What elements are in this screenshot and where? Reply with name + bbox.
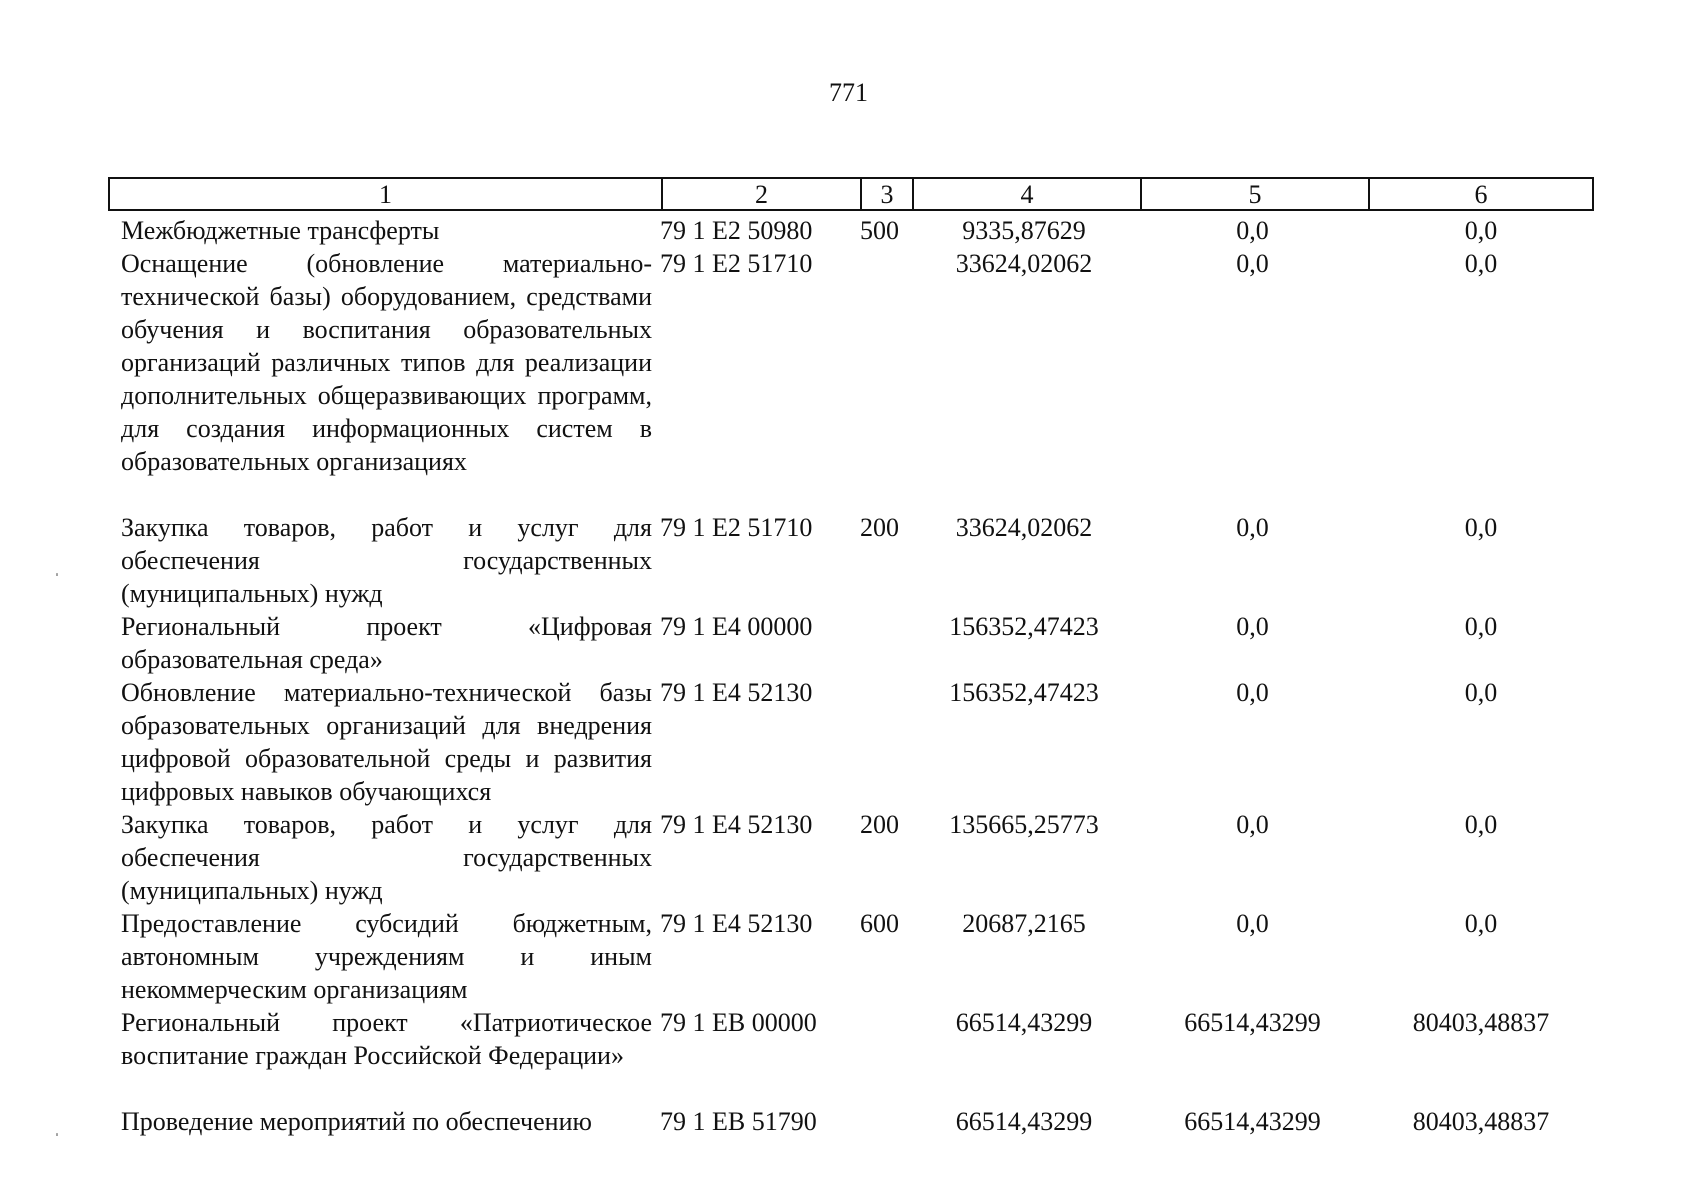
row-col6: 0,0 (1464, 678, 1498, 707)
row-col5: 0,0 (1236, 909, 1269, 938)
row-name: Закупка товаров, работ и услуг для обеспечения государственных (муниципальных) нужд (121, 513, 652, 608)
row-col6: 0,0 (1464, 909, 1498, 938)
row-code: 79 1 E2 51710 (660, 249, 813, 278)
row-col5: 0,0 (1236, 810, 1269, 839)
row-name: Предоставление субсидий бюджетным, автономным учреждениям и иным некоммерческим организациям (121, 909, 652, 1004)
row-name: Региональный проект «Цифровая образовательная среда» (121, 612, 652, 674)
table-header (108, 177, 1594, 211)
row-col4: 66514,43299 (955, 1008, 1093, 1037)
row-col4: 66514,43299 (955, 1107, 1093, 1136)
row-code: 79 1 E2 50980 (660, 216, 813, 245)
row-vr: 200 (860, 810, 899, 839)
scan-mark: ˌ (54, 556, 60, 576)
row-col4: 156352,47423 (949, 678, 1099, 707)
page-number: 771 (829, 78, 868, 107)
row-name: Оснащение (обновление материально-технической базы) оборудованием, средствами обучения и воспитания образовательных организаций различных типов для реализации дополнительных общеразвивающих программ, для создания информационных систем в образовательных организациях (121, 249, 652, 476)
row-col4: 33624,02062 (955, 513, 1093, 542)
row-col6: 0,0 (1464, 810, 1498, 839)
row-name: Межбюджетные трансферты (121, 216, 440, 245)
row-col6: 80403,48837 (1412, 1008, 1550, 1037)
header-col-5: 5 (1140, 179, 1368, 209)
row-col4: 33624,02062 (955, 249, 1093, 278)
row-col4: 156352,47423 (949, 612, 1099, 641)
row-col6: 0,0 (1464, 612, 1498, 641)
row-code: 79 1 E4 52130 (660, 678, 813, 707)
row-col5: 0,0 (1236, 678, 1269, 707)
row-code: 79 1 E4 52130 (660, 810, 813, 839)
row-name: Обновление материально-технической базы образовательных организаций для внедрения цифровой образовательной среды и развития цифровых навыков обучающихся (121, 678, 652, 806)
header-col-3: 3 (860, 179, 912, 209)
row-name: Проведение мероприятий по обеспечению (121, 1107, 592, 1136)
row-col5: 66514,43299 (1184, 1107, 1321, 1136)
header-col-6: 6 (1368, 179, 1592, 209)
row-col4: 135665,25773 (949, 810, 1099, 839)
scan-mark: ˌ (54, 1116, 60, 1136)
row-col5: 0,0 (1236, 216, 1269, 245)
row-vr: 600 (860, 909, 899, 938)
row-col4: 20687,2165 (962, 909, 1086, 938)
row-vr: 200 (860, 513, 899, 542)
header-col-4: 4 (912, 179, 1140, 209)
row-code: 79 1 EB 51790 (660, 1107, 817, 1136)
row-code: 79 1 E4 00000 (660, 612, 813, 641)
row-name: Закупка товаров, работ и услуг для обеспечения государственных (муниципальных) нужд (121, 810, 652, 905)
row-vr: 500 (860, 216, 899, 245)
row-code: 79 1 EB 00000 (660, 1008, 817, 1037)
row-col6: 0,0 (1464, 216, 1498, 245)
row-col5: 0,0 (1236, 513, 1269, 542)
row-code: 79 1 E4 52130 (660, 909, 813, 938)
row-col6: 0,0 (1464, 513, 1498, 542)
row-col6: 80403,48837 (1412, 1107, 1550, 1136)
row-col4: 9335,87629 (962, 216, 1086, 245)
row-col5: 0,0 (1236, 249, 1269, 278)
header-col-2: 2 (661, 179, 860, 209)
row-col5: 0,0 (1236, 612, 1269, 641)
header-col-1: 1 (379, 180, 392, 209)
row-col5: 66514,43299 (1184, 1008, 1321, 1037)
row-col6: 0,0 (1464, 249, 1498, 278)
row-name: Региональный проект «Патриотическое воспитание граждан Российской Федерации» (121, 1008, 652, 1070)
row-code: 79 1 E2 51710 (660, 513, 813, 542)
